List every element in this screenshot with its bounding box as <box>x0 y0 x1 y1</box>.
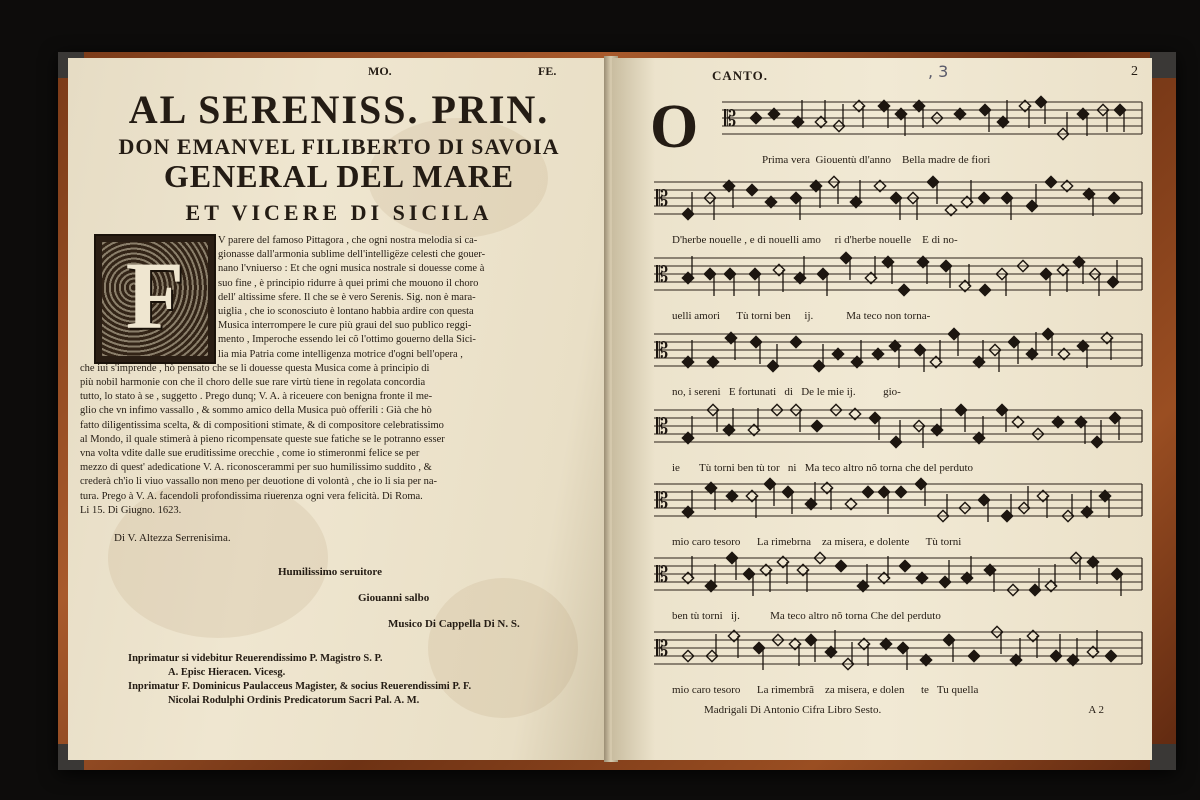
lyric-line: uelli amori Tù torni ben ij. Ma teco non torna- <box>672 310 931 322</box>
body-line: gionasse dall'armonia sublime dell'intelligëze celesti che gouer- <box>218 249 486 261</box>
music-initial: O <box>650 93 699 161</box>
signature-line: Humilissimo seruitore <box>278 566 382 578</box>
note-head <box>898 284 909 295</box>
note-head <box>899 560 910 571</box>
body-line: al Mondo, il quale stimerà à pieno ricompensate queste sue fatiche se le potranno esser <box>80 433 445 445</box>
note-head <box>835 560 846 571</box>
note-head <box>862 486 873 497</box>
staff <box>654 478 1142 522</box>
lyric-line: ben tù torni ij. Ma teco altro nõ torna Che del perduto <box>672 610 941 622</box>
body-line: suo fine , è principio ridurre à quei primi che mouono il choro <box>218 277 479 289</box>
lyric-line: ie Tù torni ben tù tor ni Ma teco altro nõ torna che del perduto <box>672 462 973 474</box>
page-footer: Madrigali Di Antonio Cifra Libro Sesto. <box>704 704 882 716</box>
body-line: Li 15. Di Giugno. 1623. <box>80 504 182 516</box>
body-line: più nobil harmonie con che il choro delle sue rare virtù tiene in regolata concordia <box>80 377 426 389</box>
lyric-line: no, i sereni E fortunati di De le mie ij. gio- <box>672 386 901 398</box>
staff <box>654 626 1142 670</box>
dedication-title-line3: GENERAL DEL MARE <box>163 158 515 194</box>
dedication-title-line2: DON EMANVEL FILIBERTO DI SAVOIA <box>118 134 560 159</box>
staff <box>654 328 1142 372</box>
signature-name: Giouanni salbo <box>358 592 430 604</box>
clef-glyph: 𝄡 <box>724 107 737 132</box>
salutation: Di V. Altezza Serrenisima. <box>114 532 231 544</box>
pencil-mark: , 3 <box>928 62 949 81</box>
imprimatur-line: Inprimatur si videbitur Reuerendissimo P. Magistro S. P. <box>128 653 383 664</box>
body-line: dell' altissime sfere. Il che se è vero Serenis. Sig. non è mara- <box>218 291 476 303</box>
body-line: crederà ch'io li viuo vassallo non meno per deuotione di volontà , che io li sia per na- <box>80 476 438 488</box>
body-line: lia mia Patria come intelligenza motrice d'ogni bell'opera , <box>218 348 463 360</box>
cover-corner <box>1150 744 1176 770</box>
body-line: mezzo di quest' adedicatione V. A. riconoscerammi per suo humilissimo suddito , & <box>80 462 432 474</box>
imprimatur-line: Inprimatur F. Dominicus Paulacceus Magister, & socius Reuerendissimi P. F. <box>128 681 472 692</box>
initial-letter: F <box>125 242 185 349</box>
imprimatur-line: Nicolai Rodulphi Ordinis Predicatorum Sacri Pal. A. M. <box>168 695 420 706</box>
signature-title: Musico Di Cappella Di N. S. <box>388 618 520 630</box>
body-line: uiglia , che io sconosciuto è lontano habbia ardire con questa <box>218 306 474 318</box>
lyric-line: mio caro tesoro La rimembrã za misera, e dolen te Tu quella <box>672 684 979 696</box>
lyric-line: mio caro tesoro La rimebrna za misera, e dolente Tù torni <box>672 536 962 548</box>
note-head <box>790 336 801 347</box>
lyric-line: D'herbe nouelle , e di nouelli amo ri d'herbe nouelle E di no- <box>672 234 958 246</box>
body-line: vna volta vdite dalle sue eruditissime orecchie , come io stimeronmi felice se per <box>80 448 420 460</box>
body-line: che iui s'imprende , hò pensato che se li douesse questa Musica come à principio di <box>80 362 430 374</box>
cover-corner <box>1150 52 1176 78</box>
clef-glyph: 𝄡 <box>656 637 669 662</box>
note-head <box>978 192 989 203</box>
clef-glyph: 𝄡 <box>656 563 669 588</box>
note-head <box>968 650 979 661</box>
note-head <box>1108 192 1119 203</box>
dedication-title-line4: ET VICERE DI SICILA <box>185 200 493 225</box>
note-head <box>979 284 990 295</box>
body-line: fatto diligentissima scelta, & di compositioni stimate, & di compositore celebratissimo <box>80 419 444 431</box>
imprimatur-line: A. Episc Hieracen. Vicesg. <box>168 667 286 678</box>
body-line: tutto, lo stato à se , suggetto . Prego dunq; V. A. à riceuere con benigna fronte il me- <box>80 391 433 403</box>
dedication-title-line1: AL SERENISS. PRIN. <box>128 87 550 132</box>
staff <box>654 176 1142 220</box>
clef-glyph: 𝄡 <box>656 263 669 288</box>
page-number: 2 <box>1131 64 1138 79</box>
note-head <box>895 486 906 497</box>
note-head <box>1045 176 1056 187</box>
staff <box>654 404 1142 448</box>
body-line: tura. Prego à V. A. facendoli profondissima riuerenza ogni vera felicità. Di Roma. <box>80 490 423 502</box>
body-line: glio che vn infimo vassallo , & sommo amico della Musica può offerili : Già che hò <box>80 405 432 417</box>
header-right: FE. <box>538 64 557 78</box>
clef-glyph: 𝄡 <box>656 187 669 212</box>
body-line: V parere del famoso Pittagora , che ogni nostra melodia si ca- <box>218 235 478 246</box>
header-left: MO. <box>368 64 392 78</box>
imprimatur <box>128 652 598 708</box>
clef-glyph: 𝄡 <box>656 339 669 364</box>
note-head <box>811 420 822 431</box>
signature-mark: A 2 <box>1088 704 1104 716</box>
note-head <box>746 184 757 195</box>
body-line: nano l'vniuerso : Et che ogni musica nostrale si douesse come à <box>218 263 485 275</box>
note-head <box>750 112 761 123</box>
clef-glyph: 𝄡 <box>656 415 669 440</box>
dedication-body <box>80 234 594 518</box>
note-head <box>1105 650 1116 661</box>
voice-label: CANTO. <box>712 68 768 83</box>
staff <box>654 552 1142 596</box>
staff <box>654 252 1142 296</box>
music-page <box>612 58 1152 760</box>
dedication-page <box>68 58 610 760</box>
clef-glyph: 𝄡 <box>656 489 669 514</box>
body-line: mento , Imperoche essendo lei cõ l'ottimo gouerno della Sici- <box>218 334 476 346</box>
staff <box>722 96 1142 139</box>
body-line: Musica interrompere le cure più graui del suo publico reggi- <box>218 320 472 332</box>
lyric-line: Prima vera Giouentù dl'anno Bella madre de fiori <box>762 154 991 166</box>
